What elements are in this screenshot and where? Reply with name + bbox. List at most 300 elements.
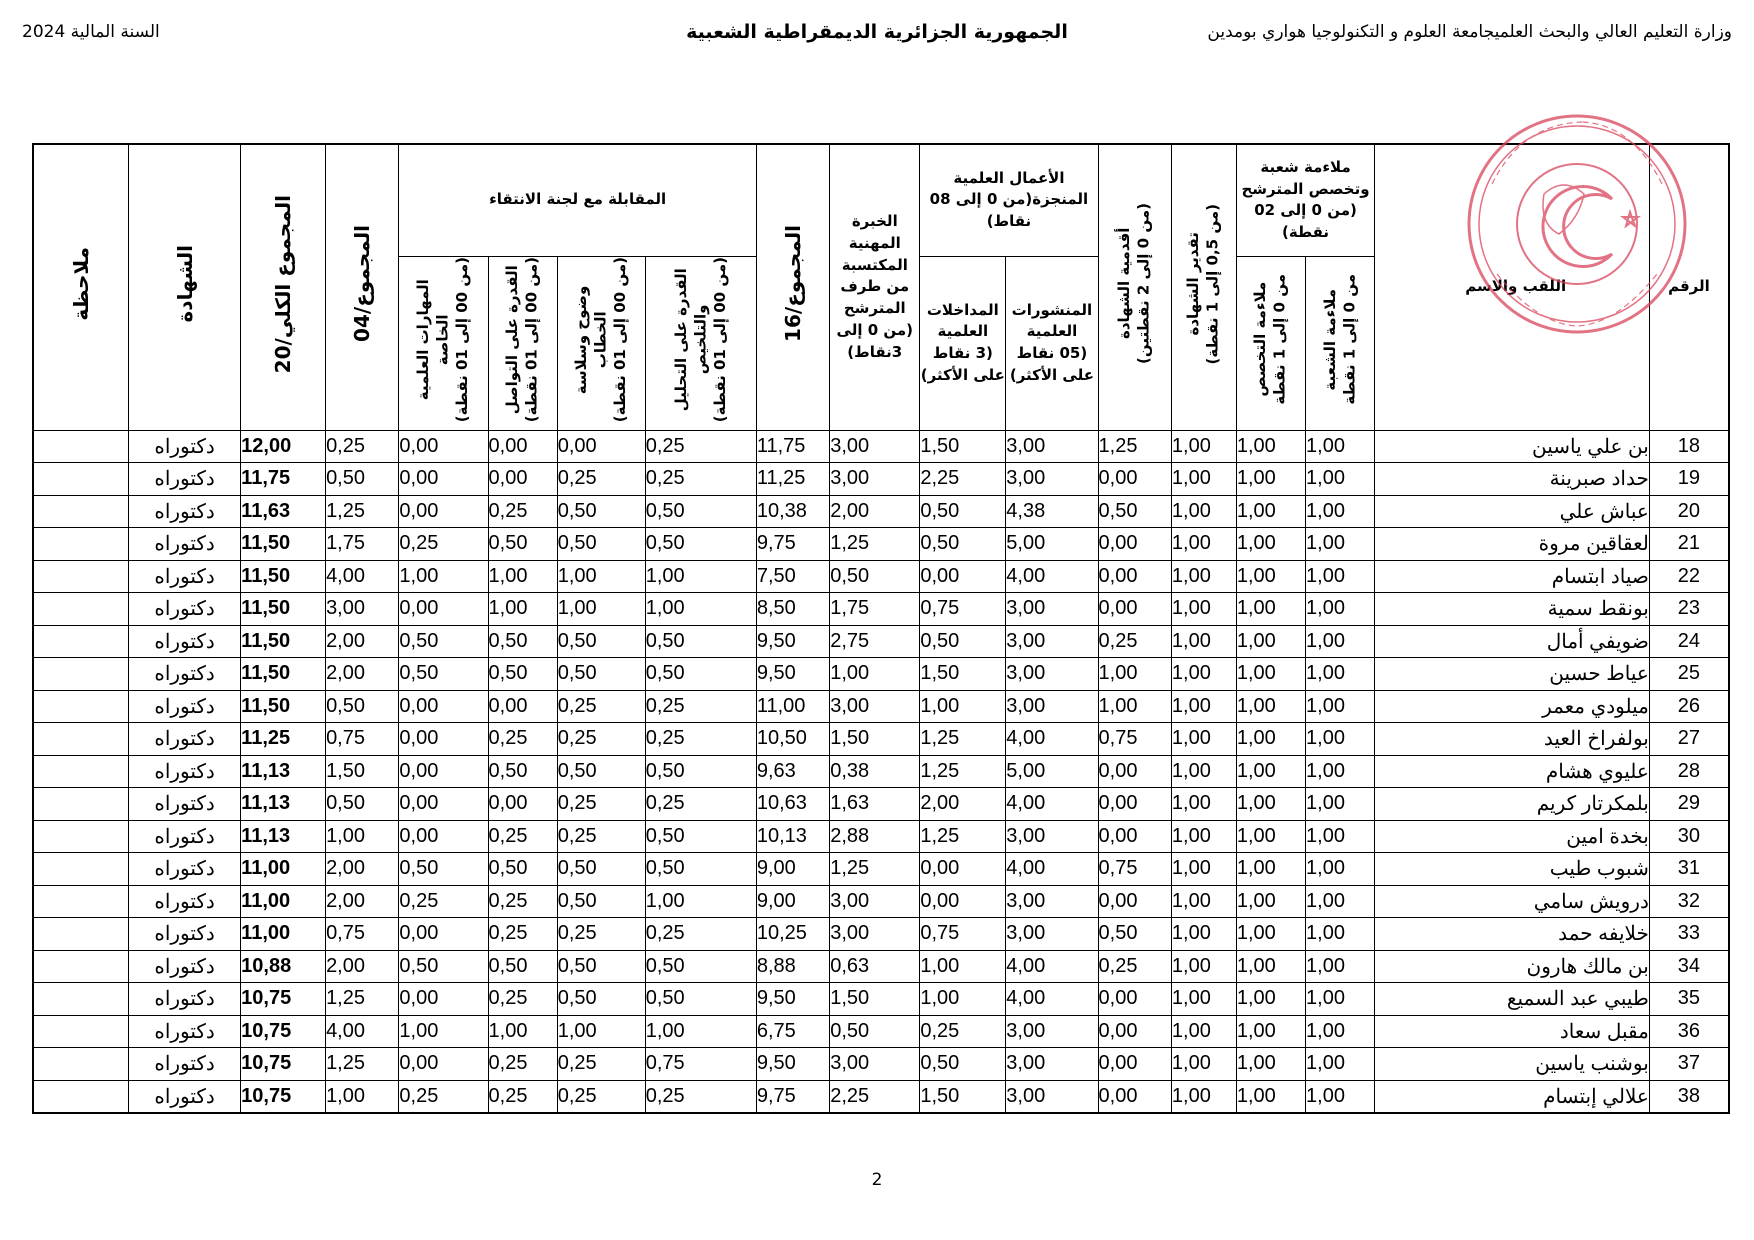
row-total20: 11,50 — [241, 690, 326, 723]
row-clarity: 1,00 — [557, 1015, 645, 1048]
row-name: لعقاقين مروة — [1375, 528, 1650, 561]
row-subtotal4: 2,00 — [326, 658, 399, 691]
row-clarity: 0,50 — [557, 625, 645, 658]
row-interventions: 0,75 — [920, 918, 1006, 951]
table-row — [33, 560, 1729, 593]
row-publications: 3,00 — [1006, 430, 1098, 463]
table-row — [33, 625, 1729, 658]
row-subtotal16: 7,50 — [756, 560, 829, 593]
row-remark — [33, 560, 129, 593]
row-skills: 0,00 — [399, 593, 488, 626]
row-skills: 0,00 — [399, 723, 488, 756]
row-interventions: 2,25 — [920, 463, 1006, 496]
table-row — [33, 593, 1729, 626]
row-experience: 3,00 — [830, 463, 920, 496]
col-skills — [399, 256, 488, 430]
row-remark — [33, 788, 129, 821]
row-interventions: 0,25 — [920, 1015, 1006, 1048]
row-subtotal16: 9,75 — [756, 528, 829, 561]
col-subtotal4 — [326, 144, 399, 430]
col-interventions: المداخلات العلمية (3 نقاط على الأكثر) — [920, 256, 1006, 430]
col-experience: الخبرة المهنية المكتسبة من طرف المترشح (من 0 إلى 3نقاط) — [830, 144, 920, 430]
row-remark — [33, 495, 129, 528]
table-row — [33, 885, 1729, 918]
row-certificate: دكتوراه — [129, 950, 241, 983]
row-publications: 4,00 — [1006, 853, 1098, 886]
row-subtotal16: 9,50 — [756, 983, 829, 1016]
row-subtotal4: 1,25 — [326, 1048, 399, 1081]
row-name: علالي إبتسام — [1375, 1080, 1650, 1113]
row-interventions: 0,50 — [920, 528, 1006, 561]
row-subtotal4: 2,00 — [326, 885, 399, 918]
row-experience: 1,75 — [830, 593, 920, 626]
table-row — [33, 853, 1729, 886]
row-name: عياط حسين — [1375, 658, 1650, 691]
row-subtotal16: 9,50 — [756, 1048, 829, 1081]
row-certificate: دكتوراه — [129, 820, 241, 853]
row-interventions: 1,00 — [920, 950, 1006, 983]
row-rank: 19 — [1649, 463, 1729, 496]
row-certificate: دكتوراه — [129, 625, 241, 658]
row-fit-spec: 1,00 — [1236, 690, 1305, 723]
col-subtotal16-label: المجموع/16 — [781, 225, 806, 343]
row-analysis: 0,25 — [645, 690, 756, 723]
row-subtotal4: 3,00 — [326, 593, 399, 626]
row-clarity: 0,50 — [557, 853, 645, 886]
row-clarity: 0,50 — [557, 950, 645, 983]
row-remark — [33, 983, 129, 1016]
row-seniority: 0,00 — [1098, 528, 1171, 561]
col-name — [1375, 144, 1650, 430]
row-communication: 0,00 — [488, 430, 557, 463]
row-fit-branch: 1,00 — [1306, 820, 1375, 853]
row-publications: 4,00 — [1006, 788, 1098, 821]
row-seniority: 1,00 — [1098, 658, 1171, 691]
col-total20 — [241, 144, 326, 430]
row-rank: 35 — [1649, 983, 1729, 1016]
row-seniority: 0,00 — [1098, 1080, 1171, 1113]
row-fit-spec: 1,00 — [1236, 430, 1305, 463]
row-total20: 11,25 — [241, 723, 326, 756]
col-grade-label: تقدير الشهادة (من 0,5 إلى 1 نقطة) — [1184, 203, 1222, 365]
row-communication: 0,25 — [488, 918, 557, 951]
row-analysis: 0,50 — [645, 658, 756, 691]
row-seniority: 0,00 — [1098, 788, 1171, 821]
col-rank-label: الرقم — [1668, 277, 1710, 296]
row-publications: 5,00 — [1006, 755, 1098, 788]
row-total20: 11,63 — [241, 495, 326, 528]
row-fit-branch: 1,00 — [1306, 918, 1375, 951]
row-fit-branch: 1,00 — [1306, 690, 1375, 723]
row-seniority: 0,00 — [1098, 820, 1171, 853]
row-communication: 1,00 — [488, 560, 557, 593]
table-row — [33, 528, 1729, 561]
row-fit-branch: 1,00 — [1306, 658, 1375, 691]
col-communication-label: القدرة على التواصل (من 00 إلى 01 نقطة) — [503, 257, 541, 423]
row-name: صياد ابتسام — [1375, 560, 1650, 593]
row-publications: 4,00 — [1006, 950, 1098, 983]
row-fit-branch: 1,00 — [1306, 463, 1375, 496]
row-certificate: دكتوراه — [129, 983, 241, 1016]
row-publications: 4,00 — [1006, 723, 1098, 756]
row-fit-branch: 1,00 — [1306, 853, 1375, 886]
row-fit-spec: 1,00 — [1236, 918, 1305, 951]
table-row — [33, 983, 1729, 1016]
row-certificate: دكتوراه — [129, 1015, 241, 1048]
row-seniority: 0,00 — [1098, 983, 1171, 1016]
row-seniority: 1,00 — [1098, 690, 1171, 723]
row-publications: 3,00 — [1006, 820, 1098, 853]
row-seniority: 0,75 — [1098, 723, 1171, 756]
row-rank: 30 — [1649, 820, 1729, 853]
row-seniority: 0,00 — [1098, 1048, 1171, 1081]
row-fit-branch: 1,00 — [1306, 560, 1375, 593]
col-communication — [488, 256, 557, 430]
row-total20: 11,50 — [241, 528, 326, 561]
row-certificate: دكتوراه — [129, 885, 241, 918]
col-certificate — [129, 144, 241, 430]
row-clarity: 1,00 — [557, 560, 645, 593]
row-communication: 1,00 — [488, 593, 557, 626]
row-interventions: 1,50 — [920, 430, 1006, 463]
row-rank: 34 — [1649, 950, 1729, 983]
row-analysis: 1,00 — [645, 560, 756, 593]
row-experience: 2,88 — [830, 820, 920, 853]
table-row — [33, 463, 1729, 496]
row-subtotal16: 9,50 — [756, 625, 829, 658]
fiscal-year: السنة المالية 2024 — [22, 22, 160, 42]
row-rank: 22 — [1649, 560, 1729, 593]
row-experience: 2,00 — [830, 495, 920, 528]
row-interventions: 0,00 — [920, 853, 1006, 886]
row-grade: 1,00 — [1171, 528, 1236, 561]
row-interventions: 1,50 — [920, 1080, 1006, 1113]
row-remark — [33, 1015, 129, 1048]
row-total20: 11,13 — [241, 820, 326, 853]
row-rank: 29 — [1649, 788, 1729, 821]
row-remark — [33, 950, 129, 983]
row-name: بوشنب ياسين — [1375, 1048, 1650, 1081]
row-subtotal4: 4,00 — [326, 560, 399, 593]
row-name: شبوب طيب — [1375, 853, 1650, 886]
row-clarity: 0,25 — [557, 463, 645, 496]
row-subtotal16: 9,75 — [756, 1080, 829, 1113]
row-clarity: 0,50 — [557, 885, 645, 918]
row-rank: 23 — [1649, 593, 1729, 626]
row-name: بخدة امين — [1375, 820, 1650, 853]
row-communication: 0,50 — [488, 853, 557, 886]
row-communication: 0,50 — [488, 950, 557, 983]
col-grade — [1171, 144, 1236, 430]
col-name-label: اللقب والاسم — [1465, 277, 1567, 296]
row-communication: 0,25 — [488, 885, 557, 918]
row-certificate: دكتوراه — [129, 430, 241, 463]
row-subtotal4: 1,25 — [326, 495, 399, 528]
row-experience: 3,00 — [830, 1048, 920, 1081]
row-seniority: 0,00 — [1098, 463, 1171, 496]
row-certificate: دكتوراه — [129, 788, 241, 821]
row-rank: 36 — [1649, 1015, 1729, 1048]
row-subtotal4: 2,00 — [326, 950, 399, 983]
row-publications: 5,00 — [1006, 528, 1098, 561]
row-communication: 0,25 — [488, 1048, 557, 1081]
col-remark-label: ملاحظة — [69, 247, 94, 321]
row-skills: 0,00 — [399, 983, 488, 1016]
row-communication: 0,50 — [488, 755, 557, 788]
row-publications: 3,00 — [1006, 918, 1098, 951]
row-skills: 0,00 — [399, 918, 488, 951]
row-total20: 10,75 — [241, 983, 326, 1016]
table-row — [33, 820, 1729, 853]
col-fit-spec — [1236, 256, 1305, 430]
row-fit-branch: 1,00 — [1306, 755, 1375, 788]
row-seniority: 0,25 — [1098, 950, 1171, 983]
row-subtotal4: 0,50 — [326, 690, 399, 723]
row-communication: 0,50 — [488, 658, 557, 691]
row-skills: 0,50 — [399, 853, 488, 886]
row-analysis: 0,50 — [645, 853, 756, 886]
row-remark — [33, 430, 129, 463]
row-grade: 1,00 — [1171, 950, 1236, 983]
row-remark — [33, 463, 129, 496]
row-fit-spec: 1,00 — [1236, 1048, 1305, 1081]
row-subtotal16: 11,00 — [756, 690, 829, 723]
row-name: بن علي ياسين — [1375, 430, 1650, 463]
row-rank: 31 — [1649, 853, 1729, 886]
row-name: بن مالك هارون — [1375, 950, 1650, 983]
row-subtotal16: 10,25 — [756, 918, 829, 951]
row-certificate: دكتوراه — [129, 658, 241, 691]
row-experience: 1,63 — [830, 788, 920, 821]
table-row — [33, 658, 1729, 691]
row-total20: 11,50 — [241, 593, 326, 626]
row-fit-spec: 1,00 — [1236, 560, 1305, 593]
row-total20: 11,50 — [241, 560, 326, 593]
row-clarity: 0,25 — [557, 723, 645, 756]
row-interventions: 1,25 — [920, 755, 1006, 788]
col-fit-spec-label: ملاءمة التخصص من 0 إلى 1 نقطة — [1251, 274, 1289, 405]
row-grade: 1,00 — [1171, 495, 1236, 528]
col-fit-branch-label: ملاءمة الشعبة من 0 إلى 1 نقطة — [1320, 274, 1359, 405]
row-analysis: 1,00 — [645, 885, 756, 918]
row-fit-branch: 1,00 — [1306, 788, 1375, 821]
row-clarity: 0,50 — [557, 528, 645, 561]
row-remark — [33, 918, 129, 951]
table-row — [33, 1080, 1729, 1113]
row-communication: 0,00 — [488, 463, 557, 496]
row-certificate: دكتوراه — [129, 918, 241, 951]
row-experience: 3,00 — [830, 918, 920, 951]
row-rank: 27 — [1649, 723, 1729, 756]
row-analysis: 0,25 — [645, 1080, 756, 1113]
row-name: ضويفي أمال — [1375, 625, 1650, 658]
row-communication: 0,50 — [488, 528, 557, 561]
row-name: طيبي عبد السميع — [1375, 983, 1650, 1016]
row-grade: 1,00 — [1171, 820, 1236, 853]
row-experience: 1,50 — [830, 983, 920, 1016]
row-communication: 0,25 — [488, 820, 557, 853]
row-rank: 28 — [1649, 755, 1729, 788]
row-grade: 1,00 — [1171, 918, 1236, 951]
row-clarity: 0,50 — [557, 495, 645, 528]
row-fit-branch: 1,00 — [1306, 1080, 1375, 1113]
col-total20-label: المجموع الكلي/20 — [271, 194, 296, 374]
row-subtotal4: 0,75 — [326, 723, 399, 756]
row-name: حداد صبرينة — [1375, 463, 1650, 496]
row-experience: 3,00 — [830, 690, 920, 723]
row-experience: 1,50 — [830, 723, 920, 756]
row-publications: 3,00 — [1006, 625, 1098, 658]
col-skills-label: المهارات العلمية الخاصة (من 00 إلى 01 نقطة) — [414, 257, 472, 423]
row-communication: 0,50 — [488, 625, 557, 658]
col-publications: المنشورات العلمية (05 نقاط على الأكثر) — [1006, 256, 1098, 430]
row-subtotal16: 6,75 — [756, 1015, 829, 1048]
row-interventions: 1,25 — [920, 723, 1006, 756]
row-skills: 0,00 — [399, 1048, 488, 1081]
row-grade: 1,00 — [1171, 885, 1236, 918]
row-skills: 0,25 — [399, 1080, 488, 1113]
row-communication: 0,25 — [488, 723, 557, 756]
row-remark — [33, 625, 129, 658]
row-subtotal4: 1,25 — [326, 983, 399, 1016]
row-rank: 32 — [1649, 885, 1729, 918]
col-analysis — [645, 256, 756, 430]
row-remark — [33, 885, 129, 918]
row-skills: 0,00 — [399, 788, 488, 821]
row-clarity: 0,25 — [557, 690, 645, 723]
row-analysis: 0,25 — [645, 430, 756, 463]
table-row — [33, 690, 1729, 723]
row-grade: 1,00 — [1171, 723, 1236, 756]
row-remark — [33, 658, 129, 691]
row-fit-branch: 1,00 — [1306, 495, 1375, 528]
row-name: بولفراخ العيد — [1375, 723, 1650, 756]
row-analysis: 0,50 — [645, 625, 756, 658]
row-subtotal4: 1,00 — [326, 1080, 399, 1113]
row-fit-spec: 1,00 — [1236, 593, 1305, 626]
row-subtotal4: 0,50 — [326, 463, 399, 496]
row-grade: 1,00 — [1171, 658, 1236, 691]
row-remark — [33, 690, 129, 723]
row-fit-branch: 1,00 — [1306, 950, 1375, 983]
row-subtotal16: 10,63 — [756, 788, 829, 821]
row-total20: 10,75 — [241, 1015, 326, 1048]
row-publications: 3,00 — [1006, 658, 1098, 691]
row-remark — [33, 1048, 129, 1081]
row-experience: 3,00 — [830, 430, 920, 463]
row-clarity: 0,25 — [557, 1080, 645, 1113]
row-skills: 1,00 — [399, 560, 488, 593]
row-fit-branch: 1,00 — [1306, 1015, 1375, 1048]
row-name: ميلودي معمر — [1375, 690, 1650, 723]
row-interventions: 1,25 — [920, 820, 1006, 853]
row-fit-branch: 1,00 — [1306, 983, 1375, 1016]
row-clarity: 0,25 — [557, 820, 645, 853]
row-fit-spec: 1,00 — [1236, 983, 1305, 1016]
col-certificate-label: الشهادة — [172, 245, 197, 323]
col-seniority-label: أقدمية الشهادة (من 0 إلى 2 نقطتين) — [1115, 203, 1153, 365]
row-rank: 24 — [1649, 625, 1729, 658]
row-skills: 0,25 — [399, 528, 488, 561]
col-analysis-label: القدرة على التحليل والتلخيص (من 00 إلى 01 نقطة) — [671, 257, 729, 423]
table-row — [33, 788, 1729, 821]
row-total20: 10,75 — [241, 1080, 326, 1113]
row-analysis: 0,50 — [645, 755, 756, 788]
row-experience: 0,50 — [830, 560, 920, 593]
row-communication: 0,25 — [488, 1080, 557, 1113]
row-fit-spec: 1,00 — [1236, 885, 1305, 918]
row-name: بونقط سمية — [1375, 593, 1650, 626]
row-fit-spec: 1,00 — [1236, 1015, 1305, 1048]
row-seniority: 0,75 — [1098, 853, 1171, 886]
row-rank: 26 — [1649, 690, 1729, 723]
row-skills: 0,50 — [399, 625, 488, 658]
row-analysis: 0,50 — [645, 950, 756, 983]
row-skills: 0,50 — [399, 658, 488, 691]
results-table — [32, 143, 1730, 1114]
row-total20: 10,88 — [241, 950, 326, 983]
row-name: عباش علي — [1375, 495, 1650, 528]
row-total20: 11,00 — [241, 918, 326, 951]
row-subtotal16: 8,50 — [756, 593, 829, 626]
row-publications: 3,00 — [1006, 593, 1098, 626]
row-grade: 1,00 — [1171, 983, 1236, 1016]
row-clarity: 1,00 — [557, 593, 645, 626]
row-grade: 1,00 — [1171, 625, 1236, 658]
row-publications: 3,00 — [1006, 463, 1098, 496]
table-row — [33, 918, 1729, 951]
row-interventions: 0,00 — [920, 885, 1006, 918]
row-certificate: دكتوراه — [129, 593, 241, 626]
row-publications: 3,00 — [1006, 1080, 1098, 1113]
col-rank — [1649, 144, 1729, 430]
row-communication: 0,00 — [488, 788, 557, 821]
row-grade: 1,00 — [1171, 1080, 1236, 1113]
row-subtotal16: 9,00 — [756, 853, 829, 886]
row-subtotal4: 2,00 — [326, 853, 399, 886]
row-fit-spec: 1,00 — [1236, 755, 1305, 788]
row-fit-branch: 1,00 — [1306, 625, 1375, 658]
row-skills: 0,00 — [399, 755, 488, 788]
row-subtotal4: 0,50 — [326, 788, 399, 821]
row-name: عليوي هشام — [1375, 755, 1650, 788]
row-subtotal4: 1,00 — [326, 820, 399, 853]
col-clarity — [557, 256, 645, 430]
row-subtotal4: 1,75 — [326, 528, 399, 561]
row-communication: 1,00 — [488, 1015, 557, 1048]
row-skills: 0,00 — [399, 430, 488, 463]
row-remark — [33, 528, 129, 561]
row-fit-branch: 1,00 — [1306, 885, 1375, 918]
table-body — [33, 430, 1729, 1113]
row-experience: 0,63 — [830, 950, 920, 983]
row-fit-spec: 1,00 — [1236, 788, 1305, 821]
row-experience: 3,00 — [830, 885, 920, 918]
row-rank: 21 — [1649, 528, 1729, 561]
row-fit-branch: 1,00 — [1306, 723, 1375, 756]
col-fit-branch — [1306, 256, 1375, 430]
row-analysis: 0,25 — [645, 788, 756, 821]
row-subtotal4: 0,25 — [326, 430, 399, 463]
row-fit-spec: 1,00 — [1236, 950, 1305, 983]
row-grade: 1,00 — [1171, 755, 1236, 788]
row-analysis: 0,50 — [645, 528, 756, 561]
row-clarity: 0,25 — [557, 788, 645, 821]
row-clarity: 0,25 — [557, 1048, 645, 1081]
row-fit-branch: 1,00 — [1306, 1048, 1375, 1081]
row-analysis: 1,00 — [645, 1015, 756, 1048]
row-publications: 3,00 — [1006, 690, 1098, 723]
